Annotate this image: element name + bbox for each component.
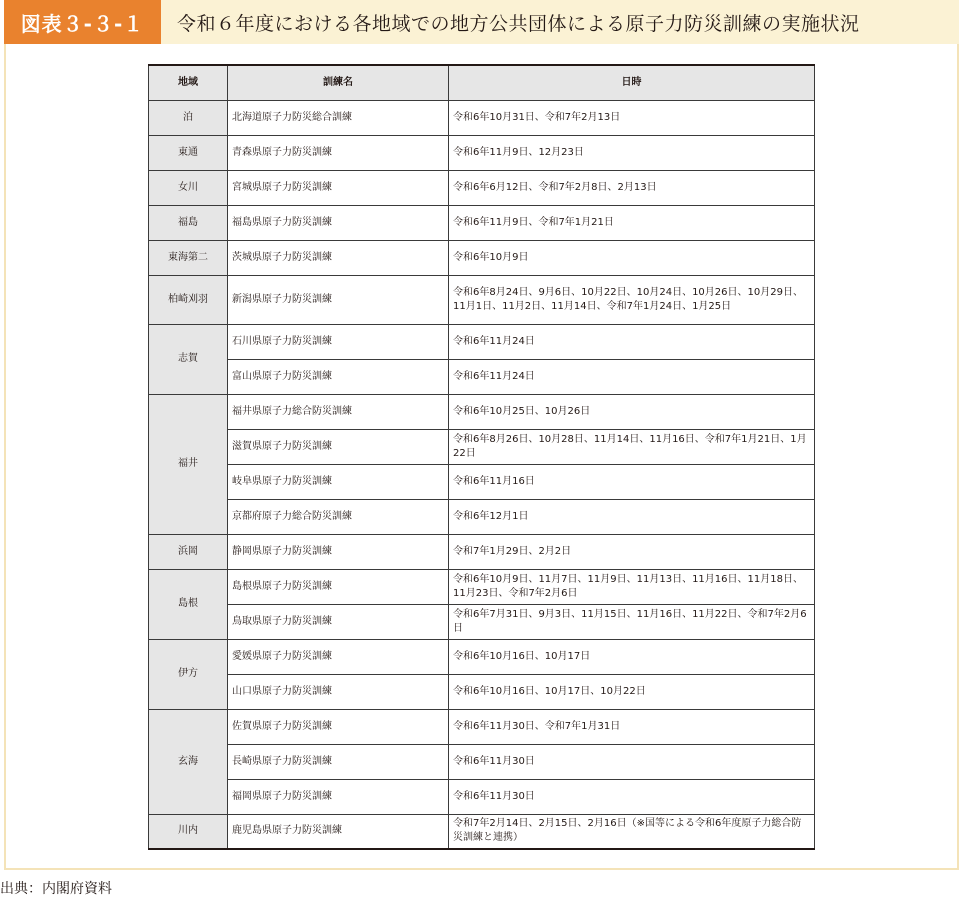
region-cell: 東通 bbox=[149, 135, 228, 170]
drill-dates-cell: 令和6年10月16日、10月17日、10月22日 bbox=[449, 674, 815, 709]
drill-dates-cell: 令和6年11月30日 bbox=[449, 779, 815, 814]
drill-name-cell: 京都府原子力総合防災訓練 bbox=[228, 499, 449, 534]
table-row bbox=[149, 744, 815, 779]
table-row bbox=[149, 674, 815, 709]
drill-dates-cell: 令和6年11月9日、12月23日 bbox=[449, 135, 815, 170]
drill-name-cell: 宮城県原子力防災訓練 bbox=[228, 170, 449, 205]
drill-name-cell: 福井県原子力総合防災訓練 bbox=[228, 394, 449, 429]
drill-name-cell: 北海道原子力防災総合訓練 bbox=[228, 100, 449, 135]
region-cell: 島根 bbox=[149, 569, 228, 639]
drill-dates-cell: 令和6年11月30日、令和7年1月31日 bbox=[449, 709, 815, 744]
table-row bbox=[149, 639, 815, 674]
table-row bbox=[149, 135, 815, 170]
region-cell: 伊方 bbox=[149, 639, 228, 709]
table-row bbox=[149, 170, 815, 205]
drill-dates-cell: 令和6年6月12日、令和7年2月8日、2月13日 bbox=[449, 170, 815, 205]
drill-dates-cell: 令和6年11月16日 bbox=[449, 464, 815, 499]
region-cell: 志賀 bbox=[149, 324, 228, 394]
table-row bbox=[149, 100, 815, 135]
drill-name-cell: 石川県原子力防災訓練 bbox=[228, 324, 449, 359]
drill-name-cell: 青森県原子力防災訓練 bbox=[228, 135, 449, 170]
table-row bbox=[149, 569, 815, 604]
table-row bbox=[149, 240, 815, 275]
drill-name-cell: 鳥取県原子力防災訓練 bbox=[228, 604, 449, 639]
drill-name-cell: 富山県原子力防災訓練 bbox=[228, 359, 449, 394]
drill-name-cell: 福岡県原子力防災訓練 bbox=[228, 779, 449, 814]
drill-dates-cell: 令和6年11月24日 bbox=[449, 324, 815, 359]
source-note: 出典：内閣府資料 bbox=[0, 881, 112, 897]
drill-dates-cell: 令和7年1月29日、2月2日 bbox=[449, 534, 815, 569]
drill-dates-cell: 令和6年11月30日 bbox=[449, 744, 815, 779]
table-header-row bbox=[149, 65, 815, 100]
table-row bbox=[149, 814, 815, 849]
drill-name-cell: 鹿児島県原子力防災訓練 bbox=[228, 814, 449, 849]
drill-name-cell: 岐阜県原子力防災訓練 bbox=[228, 464, 449, 499]
drill-dates-cell: 令和6年11月24日 bbox=[449, 359, 815, 394]
drill-name-cell: 愛媛県原子力防災訓練 bbox=[228, 639, 449, 674]
drill-dates-cell: 令和6年10月9日 bbox=[449, 240, 815, 275]
table-body bbox=[149, 100, 815, 849]
region-cell: 玄海 bbox=[149, 709, 228, 814]
figure-header bbox=[4, 0, 959, 44]
drill-name-cell: 山口県原子力防災訓練 bbox=[228, 674, 449, 709]
drill-name-cell: 新潟県原子力防災訓練 bbox=[228, 275, 449, 324]
region-cell: 柏崎刈羽 bbox=[149, 275, 228, 324]
table-row bbox=[149, 534, 815, 569]
column-header-dates: 日時 bbox=[449, 65, 815, 100]
drill-dates-cell: 令和6年8月24日、9月6日、10月22日、10月24日、10月26日、10月29日、11月1日、11月2日、11月14日、令和7年1月24日、1月25日 bbox=[449, 275, 815, 324]
drill-dates-cell: 令和6年10月25日、10月26日 bbox=[449, 394, 815, 429]
table-row bbox=[149, 324, 815, 359]
drill-table bbox=[148, 64, 815, 850]
table-row bbox=[149, 359, 815, 394]
table-row bbox=[149, 499, 815, 534]
column-header-drill-name: 訓練名 bbox=[228, 65, 449, 100]
figure-label: 図表３-３-１ bbox=[4, 0, 161, 44]
table-row bbox=[149, 205, 815, 240]
table-row bbox=[149, 275, 815, 324]
table-row bbox=[149, 394, 815, 429]
drill-name-cell: 静岡県原子力防災訓練 bbox=[228, 534, 449, 569]
region-cell: 泊 bbox=[149, 100, 228, 135]
drill-dates-cell: 令和6年10月9日、11月7日、11月9日、11月13日、11月16日、11月18日、11月23日、令和7年2月6日 bbox=[449, 569, 815, 604]
drill-dates-cell: 令和7年2月14日、2月15日、2月16日（※国等による令和6年度原子力総合防災訓練と連携） bbox=[449, 814, 815, 849]
drill-dates-cell: 令和6年8月26日、10月28日、11月14日、11月16日、令和7年1月21日、1月22日 bbox=[449, 429, 815, 464]
table-row bbox=[149, 604, 815, 639]
drill-name-cell: 佐賀県原子力防災訓練 bbox=[228, 709, 449, 744]
region-cell: 東海第二 bbox=[149, 240, 228, 275]
drill-name-cell: 福島県原子力防災訓練 bbox=[228, 205, 449, 240]
drill-name-cell: 滋賀県原子力防災訓練 bbox=[228, 429, 449, 464]
region-cell: 女川 bbox=[149, 170, 228, 205]
drill-dates-cell: 令和6年11月9日、令和7年1月21日 bbox=[449, 205, 815, 240]
table-row bbox=[149, 709, 815, 744]
drill-dates-cell: 令和6年12月1日 bbox=[449, 499, 815, 534]
table-row bbox=[149, 429, 815, 464]
table-row bbox=[149, 464, 815, 499]
region-cell: 福島 bbox=[149, 205, 228, 240]
drill-name-cell: 長崎県原子力防災訓練 bbox=[228, 744, 449, 779]
drill-dates-cell: 令和6年10月16日、10月17日 bbox=[449, 639, 815, 674]
drill-dates-cell: 令和6年10月31日、令和7年2月13日 bbox=[449, 100, 815, 135]
region-cell: 浜岡 bbox=[149, 534, 228, 569]
region-cell: 川内 bbox=[149, 814, 228, 849]
region-cell: 福井 bbox=[149, 394, 228, 534]
drill-dates-cell: 令和6年7月31日、9月3日、11月15日、11月16日、11月22日、令和7年2月6日 bbox=[449, 604, 815, 639]
drill-name-cell: 茨城県原子力防災訓練 bbox=[228, 240, 449, 275]
drill-name-cell: 島根県原子力防災訓練 bbox=[228, 569, 449, 604]
figure-title: 令和６年度における各地域での地方公共団体による原子力防災訓練の実施状況 bbox=[177, 12, 860, 35]
table-row bbox=[149, 779, 815, 814]
column-header-region: 地域 bbox=[149, 65, 228, 100]
